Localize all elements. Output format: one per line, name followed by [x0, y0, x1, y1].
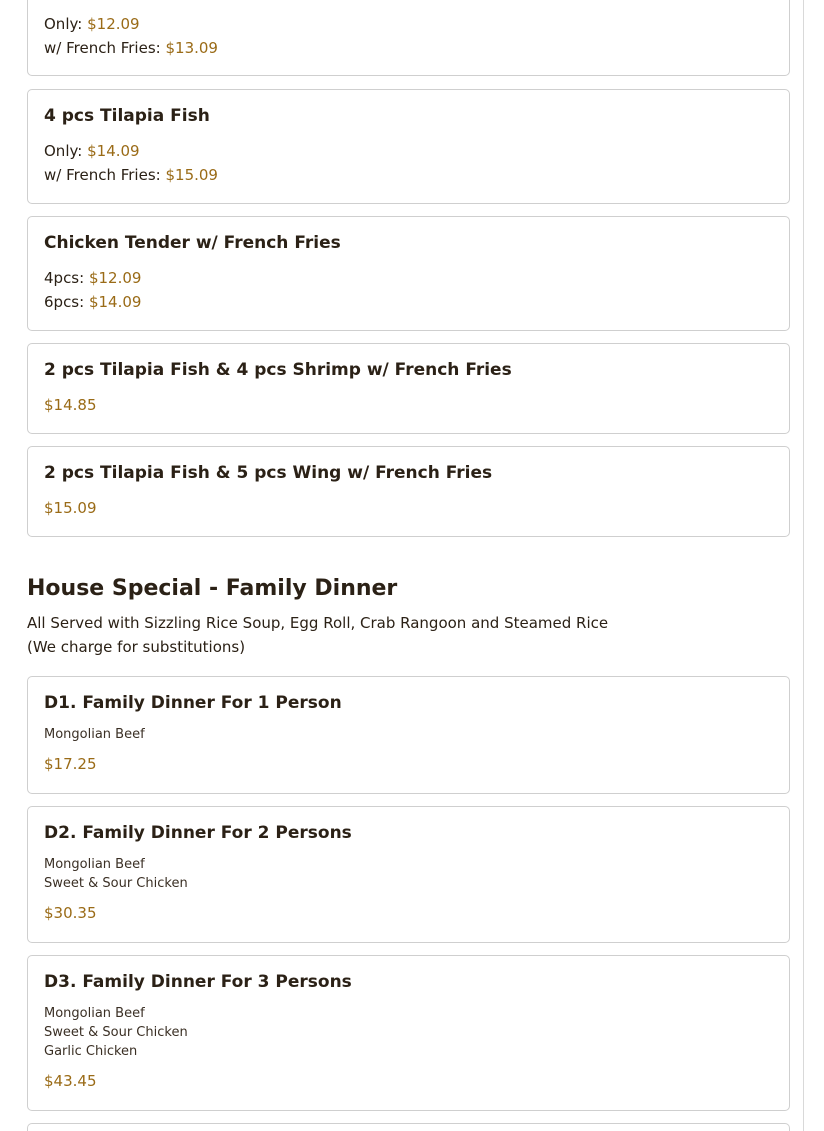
- menu-item-title: D2. Family Dinner For 2 Persons: [44, 823, 352, 843]
- price-value: $15.09: [165, 166, 218, 184]
- menu-item-title: 2 pcs Tilapia Fish & 4 pcs Shrimp w/ French Fries: [44, 360, 512, 380]
- price-line-label: w/ French Fries:: [44, 39, 161, 57]
- price-line: [44, 269, 141, 287]
- price-value: $15.09: [44, 499, 97, 517]
- menu-item-card[interactable]: [27, 806, 790, 943]
- menu-item-card[interactable]: [27, 343, 790, 434]
- price-line: [44, 142, 140, 160]
- price-value: $12.09: [88, 269, 142, 287]
- menu-item-title: Chicken Tender w/ French Fries: [44, 233, 341, 253]
- price-line-label: 4pcs:: [44, 269, 85, 287]
- menu-item-card[interactable]: [27, 216, 790, 331]
- menu-item-title: D1. Family Dinner For 1 Person: [44, 693, 342, 713]
- menu-item-description-line: Mongolian Beef: [44, 1006, 145, 1021]
- price-value: $12.09: [87, 15, 140, 33]
- price-line: [44, 166, 218, 184]
- menu-item-card[interactable]: [27, 89, 790, 204]
- menu-item-card[interactable]: [27, 446, 790, 537]
- price-value: $13.09: [165, 39, 218, 57]
- price-line-label: Only:: [44, 142, 83, 160]
- price-value: $17.25: [44, 755, 97, 773]
- price-value: $14.09: [88, 293, 142, 311]
- menu-item-description-line: Sweet & Sour Chicken: [44, 1025, 188, 1040]
- menu-item-description-line: Sweet & Sour Chicken: [44, 876, 188, 891]
- price-line: [44, 15, 140, 33]
- menu-item-card[interactable]: [27, 0, 790, 76]
- price-value: $43.45: [44, 1072, 97, 1090]
- price-value: $14.85: [44, 396, 97, 414]
- menu-item-description-line: Mongolian Beef: [44, 857, 145, 872]
- price-line: [44, 293, 141, 311]
- menu-item-card[interactable]: [27, 955, 790, 1111]
- section-description-note: (We charge for substitutions): [27, 638, 246, 656]
- price-value: $30.35: [44, 904, 97, 922]
- price-line-label: Only:: [44, 15, 83, 33]
- price-value: $14.09: [87, 142, 140, 160]
- section-title: House Special - Family Dinner: [27, 576, 398, 601]
- menu-item-title: 4 pcs Tilapia Fish: [44, 106, 210, 126]
- menu-item-title: 2 pcs Tilapia Fish & 5 pcs Wing w/ French Fries: [44, 463, 493, 483]
- menu-item-card[interactable]: [27, 676, 790, 794]
- menu-item-description-line: Mongolian Beef: [44, 727, 145, 742]
- menu-item-description-line: Garlic Chicken: [44, 1044, 138, 1059]
- price-line-label: w/ French Fries:: [44, 166, 161, 184]
- section-description: All Served with Sizzling Rice Soup, Egg Roll, Crab Rangoon and Steamed Rice: [27, 614, 609, 632]
- scroll-edge-divider: [803, 0, 804, 1131]
- menu-item-title: D3. Family Dinner For 3 Persons: [44, 972, 352, 992]
- menu-item-card[interactable]: [27, 1123, 790, 1131]
- price-line: [44, 39, 218, 57]
- price-line-label: 6pcs:: [44, 293, 85, 311]
